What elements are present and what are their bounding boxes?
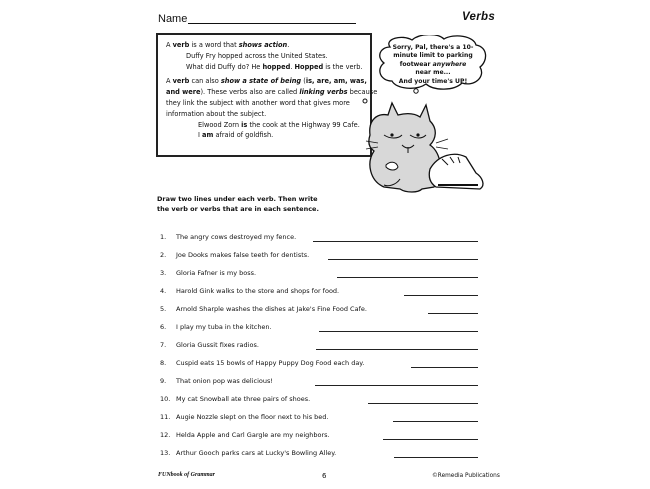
sentence-number: 11. <box>160 413 171 421</box>
sentence-text: Gloria Gussit fixes radios. <box>176 341 259 349</box>
answer-line[interactable] <box>428 313 478 314</box>
rule-example-1: Duffy Fry hopped across the United States. <box>186 51 328 60</box>
answer-line[interactable] <box>368 403 478 404</box>
sentence-item <box>160 233 296 241</box>
rule-line-2: A verb can also show a state of being (is, are, am, was, <box>166 77 367 86</box>
sentence-item <box>160 323 272 331</box>
rule-example-4: I am afraid of goldfish. <box>198 131 274 140</box>
page-number: 6 <box>322 472 327 480</box>
sentence-text: That onion pop was delicious! <box>176 377 274 385</box>
sentence-number: 4. <box>160 287 167 295</box>
answer-line[interactable] <box>394 457 478 458</box>
sentence-number: 2. <box>160 251 167 259</box>
sentence-text: Joe Dooks makes false teeth for dentists. <box>176 251 310 259</box>
sentence-item <box>160 269 256 277</box>
sentence-text: Helda Apple and Carl Gargle are my neighbors. <box>176 431 330 439</box>
answer-line[interactable] <box>337 277 478 278</box>
rule-line-3: and were). These verbs also are called linking verbs because <box>166 88 378 97</box>
bubble-text: Sorry, Pal, there's a 10- minute limit to parking footwear anywhere near me... And your time's UP! <box>392 44 474 85</box>
answer-line[interactable] <box>319 331 478 332</box>
sentence-item <box>160 377 273 385</box>
sentence-number: 10. <box>160 395 171 403</box>
answer-line[interactable] <box>393 421 478 422</box>
rule-line-1: A verb is a word that shows action. <box>166 41 290 49</box>
sentence-number: 9. <box>160 377 167 385</box>
cat-with-shoe-illustration <box>326 95 490 193</box>
instructions: Draw two lines under each verb. Then write the verb or verbs that are in each sentence. <box>157 195 319 213</box>
sentence-item <box>160 413 328 421</box>
rule-example-3: Elwood Zorn is the cook at the Highway 99 Cafe. <box>198 120 360 129</box>
footer-book-title: FUNbook of Grammar <box>158 472 216 478</box>
answer-line[interactable] <box>315 385 478 386</box>
sentence-number: 8. <box>160 359 167 367</box>
sentence-text: Arthur Gooch parks cars at Lucky's Bowling Alley. <box>176 449 337 457</box>
page-title: Verbs <box>462 11 496 23</box>
sentence-number: 3. <box>160 269 167 277</box>
sentence-item <box>160 359 364 367</box>
sentence-text: Cuspid eats 15 bowls of Happy Puppy Dog Food each day. <box>176 359 365 367</box>
answer-line[interactable] <box>411 367 478 368</box>
sentence-number: 7. <box>160 341 167 349</box>
sentence-number: 12. <box>160 431 171 439</box>
answer-line[interactable] <box>316 349 478 350</box>
answer-line[interactable] <box>404 295 478 296</box>
sentence-text: Harold Gink walks to the store and shops for food. <box>176 287 340 295</box>
answer-line[interactable] <box>328 259 478 260</box>
sentence-item <box>160 449 336 457</box>
name-line <box>188 23 356 24</box>
sentence-text: My cat Snowball ate three pairs of shoes. <box>176 395 311 403</box>
sentence-number: 5. <box>160 305 167 313</box>
sentence-text: The angry cows destroyed my fence. <box>176 233 297 241</box>
sentence-item <box>160 251 309 259</box>
sentence-number: 1. <box>160 233 167 241</box>
answer-line[interactable] <box>313 241 478 242</box>
sentence-text: Augie Nozzle slept on the floor next to his bed. <box>176 413 329 421</box>
rule-example-2: What did Duffy do? He hopped. Hopped is the verb. <box>186 62 363 71</box>
rule-line-5: information about the subject. <box>166 109 267 118</box>
name-label: Name <box>158 13 188 25</box>
rule-line-4: they link the subject with another word that gives more <box>166 98 350 107</box>
sentence-item <box>160 305 367 313</box>
footer-publisher: ©Remedia Publications <box>432 473 500 479</box>
sentence-number: 6. <box>160 323 167 331</box>
answer-line[interactable] <box>383 439 478 440</box>
sentence-text: Arnold Sharple washes the dishes at Jake's Fine Food Cafe. <box>176 305 367 313</box>
sentence-text: Gloria Fafner is my boss. <box>176 269 257 277</box>
sentence-number: 13. <box>160 449 171 457</box>
sentence-item <box>160 395 310 403</box>
sentence-item <box>160 431 330 439</box>
sentence-item <box>160 341 259 349</box>
sentence-text: I play my tuba in the kitchen. <box>176 323 272 331</box>
sentence-item <box>160 287 339 295</box>
